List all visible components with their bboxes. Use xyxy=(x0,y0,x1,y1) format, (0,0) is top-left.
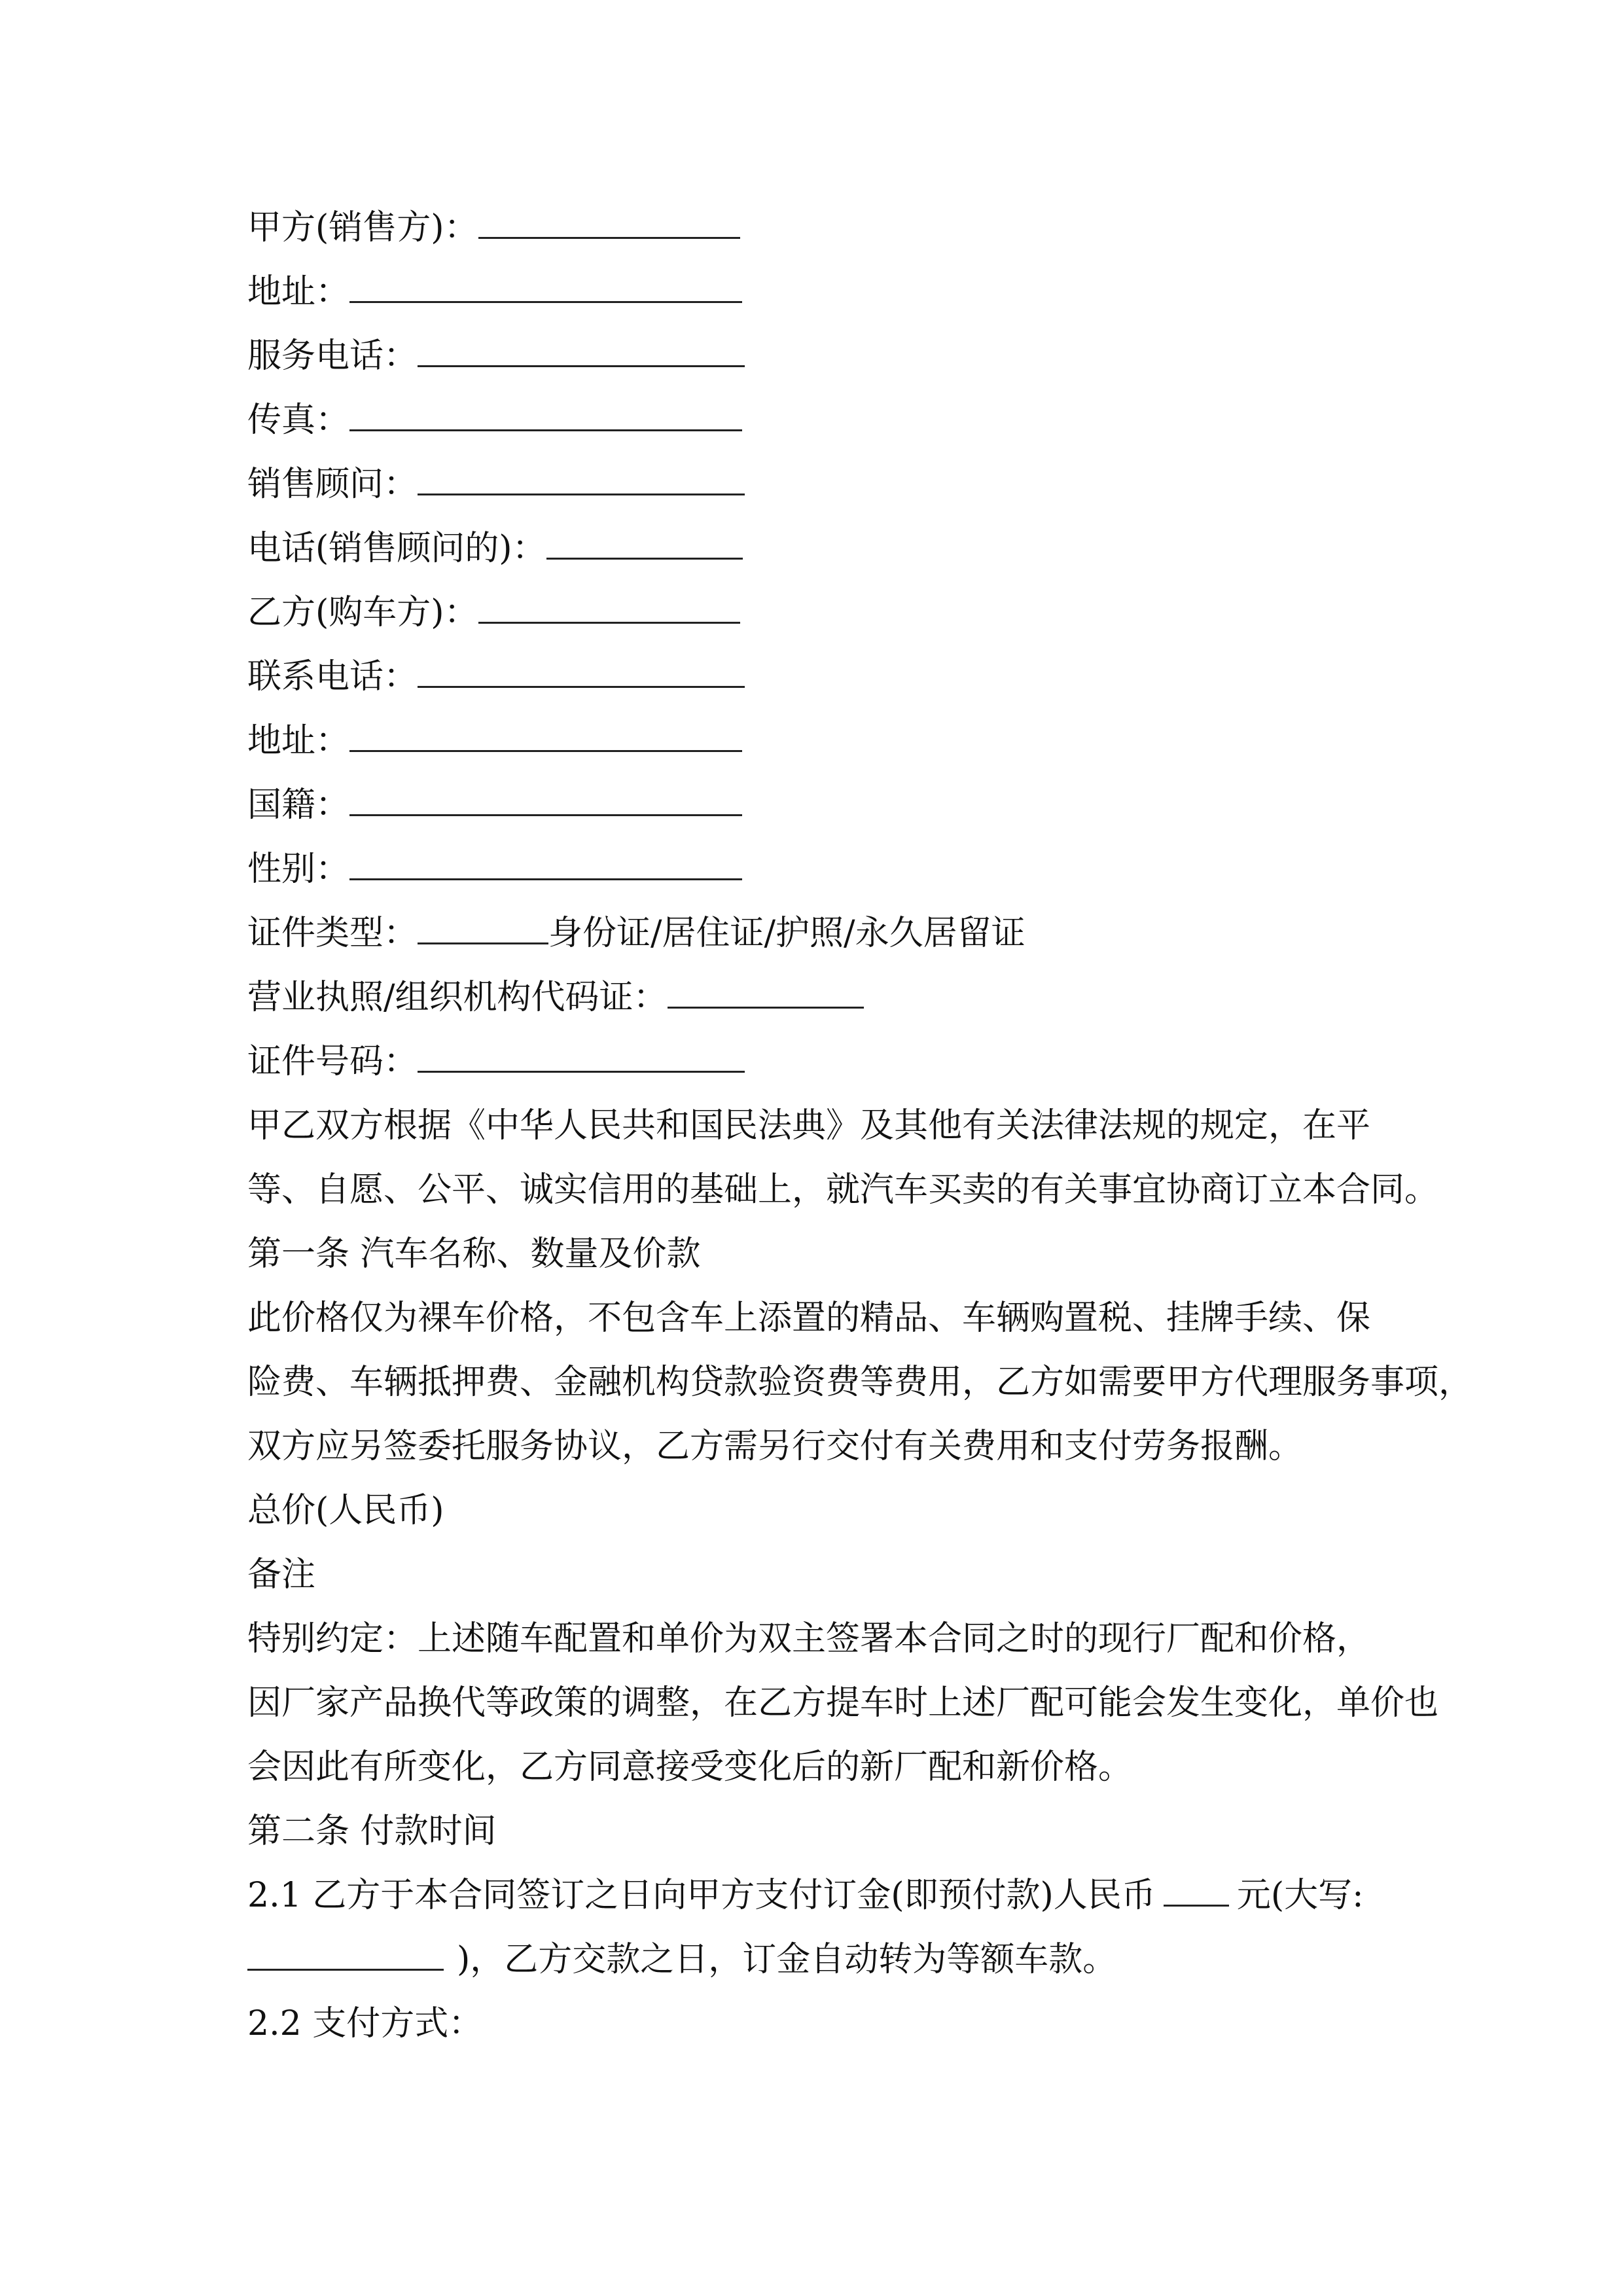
field-label: 证件类型： xyxy=(247,914,418,953)
article-1-para-line-3: 双方应另签委托服务协议，乙方需另行交付有关费用和支付劳务报酬。 xyxy=(247,1427,1303,1466)
field-label: 国籍： xyxy=(247,785,350,825)
article-1-para-line-2: 险费、车辆抵押费、金融机构贷款验资费等费用，乙方如需要甲方代理服务事项， xyxy=(247,1363,1473,1402)
blank-line xyxy=(418,336,745,367)
field-seller-address xyxy=(247,272,1466,312)
clause-2-1-line-1 xyxy=(247,1876,1466,1915)
field-business-license xyxy=(247,978,1466,1017)
article-2-title: 第二条 付款时间 xyxy=(247,1812,497,1851)
amount-blank xyxy=(1164,1876,1229,1907)
field-contact-phone xyxy=(247,657,1466,696)
field-consultant-phone xyxy=(247,529,1466,568)
blank-line xyxy=(349,850,742,880)
field-nationality xyxy=(247,785,1466,825)
blank-line xyxy=(668,978,864,1009)
article-1-title: 第一条 汽车名称、数量及价款 xyxy=(247,1234,701,1274)
field-label: 电话(销售顾问的)： xyxy=(247,529,546,568)
blank-line xyxy=(478,593,740,624)
intro-line-1: 甲乙双方根据《中华人民共和国民法典》及其他有关法律法规的规定，在平 xyxy=(247,1106,1371,1145)
field-label: 服务电话： xyxy=(247,336,418,376)
field-buyer xyxy=(247,593,1466,632)
field-seller xyxy=(247,208,1466,247)
field-label: 地址： xyxy=(247,272,350,312)
clause-2-1-text: 2.1 乙方于本合同签订之日向甲方支付订金(即预付款)人民币 xyxy=(247,1876,1156,1915)
field-label: 联系电话： xyxy=(247,657,418,696)
field-label: 证件号码： xyxy=(247,1042,418,1081)
blank-line xyxy=(546,529,743,560)
field-buyer-address xyxy=(247,721,1466,761)
field-label: 销售顾问： xyxy=(247,465,418,504)
blank-line xyxy=(349,272,742,303)
total-price-label: 总价(人民币) xyxy=(247,1491,444,1530)
blank-line xyxy=(349,721,742,752)
field-label: 地址： xyxy=(247,721,350,761)
field-gender xyxy=(247,850,1466,889)
field-label: 传真： xyxy=(247,401,350,440)
clause-2-1-capital: 元(大写: xyxy=(1236,1876,1364,1915)
field-fax xyxy=(247,401,1466,440)
capital-amount-blank xyxy=(247,1940,444,1971)
id-type-options: 身份证/居住证/护照/永久居留证 xyxy=(548,914,1026,953)
blank-line xyxy=(349,785,742,816)
blank-line xyxy=(418,657,745,688)
field-label: 营业执照/组织机构代码证： xyxy=(247,978,668,1017)
article-1-para-line-1: 此价格仅为裸车价格，不包含车上添置的精品、车辆购置税、挂牌手续、保 xyxy=(247,1299,1371,1338)
blank-line xyxy=(418,1042,745,1073)
clause-2-2: 2.2 支付方式： xyxy=(247,2004,483,2043)
field-id-number xyxy=(247,1042,1466,1081)
clause-2-1-rest: )，乙方交款之日，订金自动转为等额车款。 xyxy=(457,1940,1117,1979)
special-terms-line-3: 会因此有所变化，乙方同意接受变化后的新厂配和新价格。 xyxy=(247,1748,1133,1787)
special-terms-line-1: 特别约定：上述随车配置和单价为双主签署本合同之时的现行厂配和价格， xyxy=(247,1619,1371,1659)
blank-line xyxy=(418,914,548,944)
special-terms-line-2: 因厂家产品换代等政策的调整，在乙方提车时上述厂配可能会发生变化，单价也 xyxy=(247,1683,1439,1723)
blank-line xyxy=(349,401,742,431)
clause-2-1-line-2 xyxy=(247,1940,1466,1979)
intro-line-2: 等、自愿、公平、诚实信用的基础上，就汽车买卖的有关事宜协商订立本合同。 xyxy=(247,1170,1439,1210)
field-label: 性别： xyxy=(247,850,350,889)
field-id-type xyxy=(247,914,1466,953)
blank-line xyxy=(478,208,740,239)
remark-label: 备注 xyxy=(247,1555,316,1594)
field-label: 甲方(销售方)： xyxy=(247,208,478,247)
field-service-phone xyxy=(247,336,1466,376)
field-label: 乙方(购车方)： xyxy=(247,593,478,632)
blank-line xyxy=(418,465,745,495)
field-sales-consultant xyxy=(247,465,1466,504)
